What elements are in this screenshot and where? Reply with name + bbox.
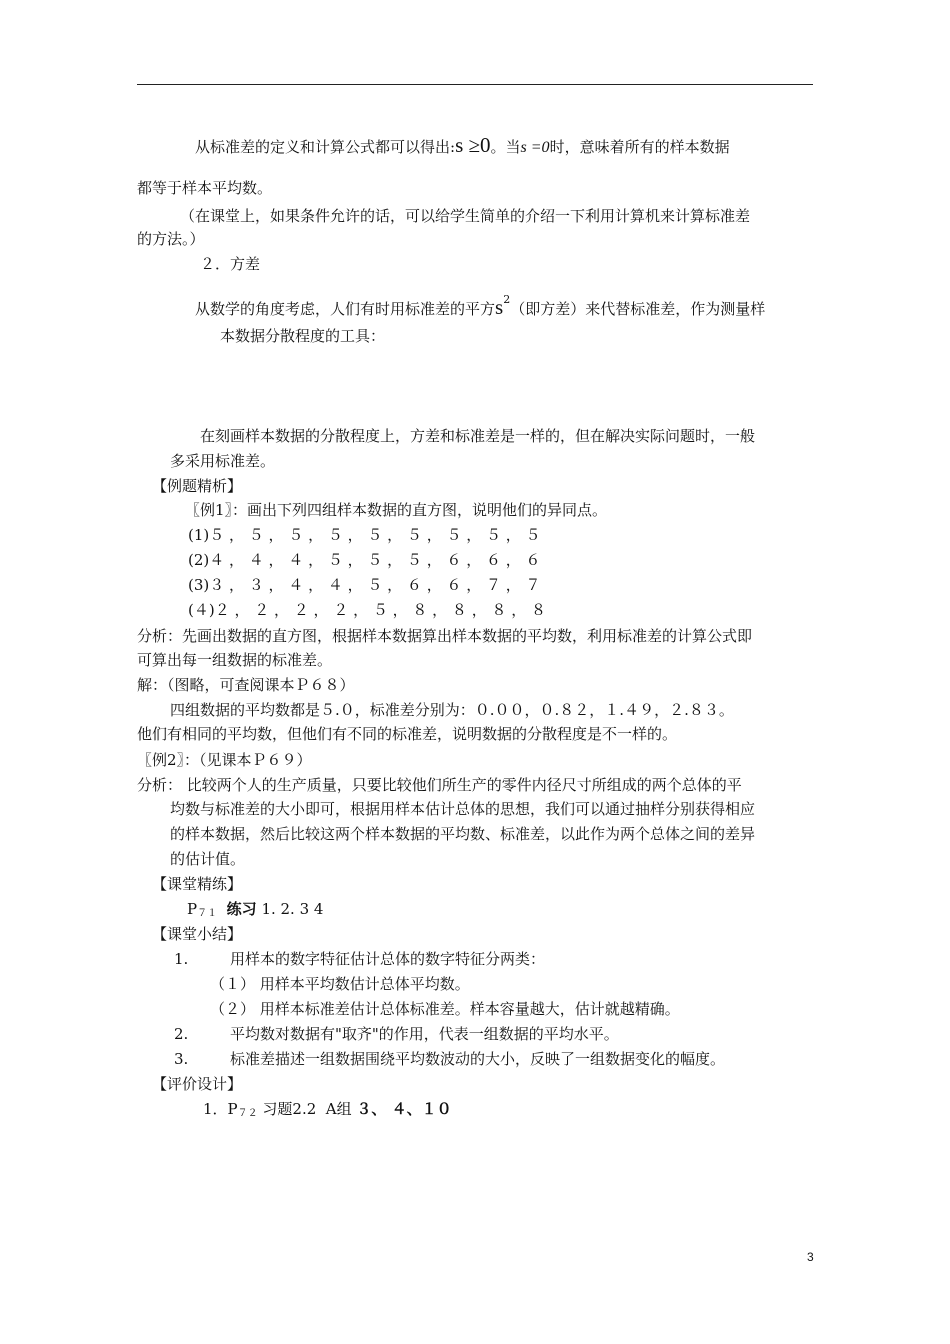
subscript: ７１ bbox=[197, 908, 218, 919]
analysis-line: 分析： 比较两个人的生产质量，只要比较他们所生产的零件内径尺寸所组成的两个总体的平 bbox=[137, 776, 742, 794]
text: ３、 ４、１０ bbox=[356, 1100, 452, 1118]
summary-subitem: （２） 用样本标准差估计总体标准差。样本容量越大，估计就越精确。 bbox=[210, 1000, 680, 1018]
text: 时，意味着所有的样本数据 bbox=[549, 138, 730, 156]
text: 练习 bbox=[226, 900, 257, 918]
example-1: 〖例1〗：画出下列四组样本数据的直方图，说明他们的异同点。 bbox=[185, 501, 608, 519]
paragraph-line: 本数据分散程度的工具： bbox=[220, 327, 386, 345]
paragraph-line: 都等于样本平均数。 bbox=[137, 179, 273, 197]
math-exponent: 2 bbox=[503, 293, 511, 306]
text: 习题2.2 A组 bbox=[257, 1100, 357, 1118]
summary-item: 标准差描述一组数据围绕平均数波动的大小，反映了一组数据变化的幅度。 bbox=[230, 1050, 726, 1068]
text: 1. 2. 3 4 bbox=[261, 900, 324, 918]
text: 从数学的角度考虑，人们有时用标准差的平方 bbox=[195, 300, 496, 318]
data-row: (2)４ ， ４ ， ４ ， ５ ， ５ ， ５ ， ６ ， ６ ， ６ bbox=[188, 551, 541, 569]
paragraph-variance bbox=[195, 290, 765, 319]
math-s-eq-0: s =0 bbox=[520, 139, 550, 156]
paragraph-line: （在课堂上，如果条件允许的话，可以给学生简单的介绍一下利用计算机来计算标准差 bbox=[180, 207, 751, 225]
data-row: (1)５ ， ５ ， ５ ， ５ ， ５ ， ５ ， ５ ， ５ ， ５ bbox=[188, 526, 541, 544]
text: 1．P bbox=[203, 1100, 238, 1118]
solution-line: 他们有相同的平均数，但他们有不同的标准差，说明数据的分散程度是不一样的。 bbox=[137, 725, 678, 743]
paragraph-line: 多采用标准差。 bbox=[170, 452, 276, 470]
paragraph-std-nonnegative bbox=[195, 135, 730, 158]
header-rule bbox=[137, 84, 813, 85]
analysis-line: 分析：先画出数据的直方图，根据样本数据算出样本数据的平均数，利用标准差的计算公式即 bbox=[137, 627, 753, 645]
paragraph-line: 的方法。） bbox=[137, 230, 205, 248]
summary-item: 平均数对数据有"取齐"的作用，代表一组数据的平均水平。 bbox=[230, 1025, 619, 1043]
summary-subitem: （１） 用样本平均数估计总体平均数。 bbox=[210, 975, 470, 993]
analysis-line: 的样本数据，然后比较这两个样本数据的平均数、标准差，以此作为两个总体之间的差异 bbox=[170, 825, 756, 843]
summary-item: 用样本的数字特征估计总体的数字特征分两类： bbox=[230, 950, 546, 968]
solution-line: 四组数据的平均数都是５.０，标准差分别为：０.００，０.８２，１.４９，２.８３。 bbox=[170, 701, 734, 719]
summary-number: 3. bbox=[174, 1050, 189, 1068]
subscript: ７２ bbox=[237, 1108, 258, 1119]
math-s: s bbox=[495, 295, 504, 319]
paragraph-line: 在刻画样本数据的分散程度上，方差和标准差是一样的，但在解决实际问题时，一般 bbox=[200, 427, 756, 445]
heading-examples: 【例题精析】 bbox=[152, 477, 243, 495]
heading-practice: 【课堂精练】 bbox=[152, 875, 243, 893]
math-s-ge-0: s ≥0 bbox=[455, 133, 491, 157]
analysis-line: 均数与标准差的大小即可，根据用样本估计总体的思想，我们可以通过抽样分别获得相应 bbox=[170, 800, 756, 818]
summary-number: 1. bbox=[174, 950, 189, 968]
text: P bbox=[187, 900, 198, 918]
data-row: (3)３ ， ３ ， ４ ， ４ ， ５ ， ６ ， ６ ， ７ ， ７ bbox=[188, 576, 541, 594]
practice-line bbox=[187, 899, 323, 924]
analysis-line: 的估计值。 bbox=[170, 850, 246, 868]
text: 从标准差的定义和计算公式都可以得出: bbox=[195, 138, 456, 156]
evaluation-line bbox=[203, 1099, 452, 1124]
section-heading: ２．方差 bbox=[200, 255, 261, 273]
analysis-line: 可算出每一组数据的标准差。 bbox=[137, 651, 333, 669]
heading-evaluation: 【评价设计】 bbox=[152, 1075, 243, 1093]
solution-line: 解：（图略，可查阅课本Ｐ６８） bbox=[137, 676, 355, 694]
text: （即方差）来代替标准差，作为测量样 bbox=[510, 300, 766, 318]
example-2: 〖例2〗：（见课本Ｐ６９） bbox=[137, 751, 312, 769]
page-number: 3 bbox=[807, 1250, 814, 1264]
heading-summary: 【课堂小结】 bbox=[152, 925, 243, 943]
summary-number: 2. bbox=[174, 1025, 189, 1043]
text: 。当 bbox=[490, 138, 521, 156]
data-row: (４)２ ， ２ ， ２ ， ２ ， ５ ， ８ ， ８ ， ８ ， ８ bbox=[188, 601, 546, 619]
